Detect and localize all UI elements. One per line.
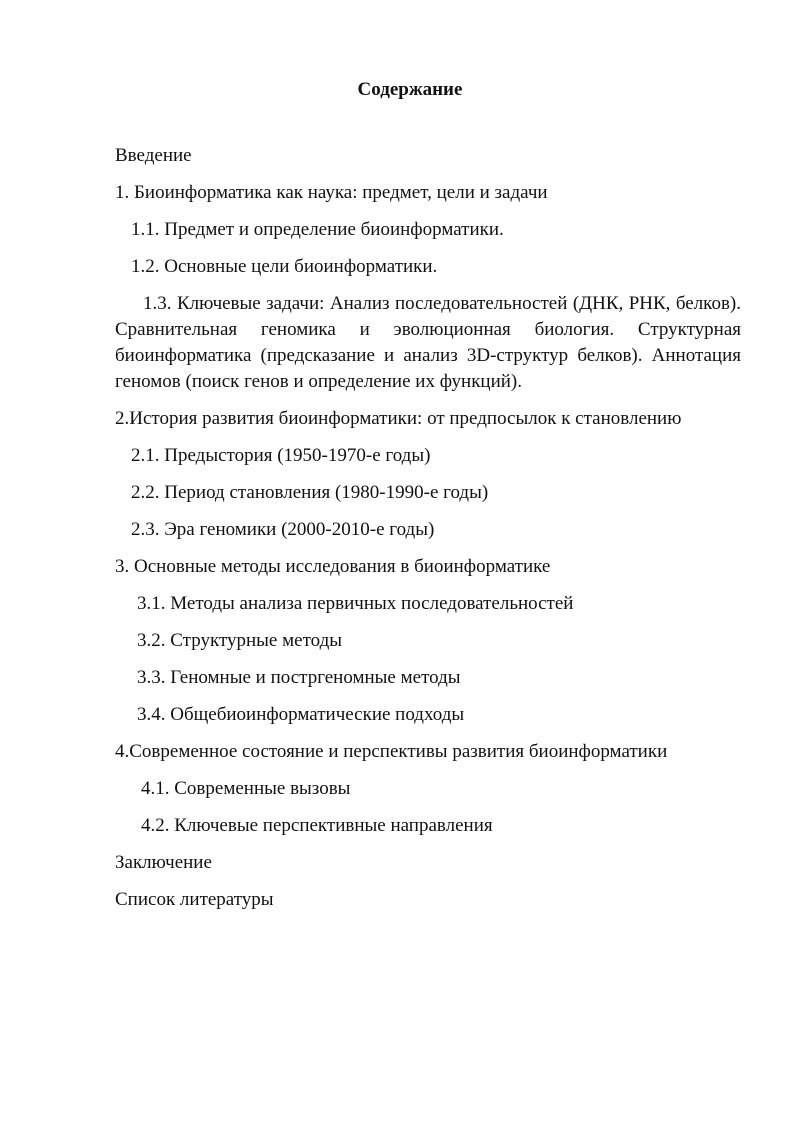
toc-entry-section-1-1: 1.1. Предмет и определение биоинформатики. bbox=[131, 219, 504, 240]
toc-entry-section-4-2: 4.2. Ключевые перспективные направления bbox=[141, 815, 493, 836]
toc-entry-references: Список литературы bbox=[115, 889, 274, 910]
table-of-contents bbox=[115, 143, 741, 924]
toc-entry-section-3-2: 3.2. Структурные методы bbox=[137, 630, 343, 651]
toc-entry-section-4-1: 4.1. Современные вызовы bbox=[141, 778, 351, 799]
toc-entry-section-1-2: 1.2. Основные цели биоинформатики. bbox=[131, 256, 438, 277]
toc-entry-section-3-1: 3.1. Методы анализа первичных последовательностей bbox=[137, 593, 574, 614]
toc-entry-section-4: 4.Современное состояние и перспективы развития биоинформатики bbox=[115, 741, 668, 762]
toc-entry-section-3-4: 3.4. Общебиоинформатические подходы bbox=[137, 704, 465, 725]
toc-entry-introduction: Введение bbox=[115, 145, 192, 166]
toc-entry-section-2: 2.История развития биоинформатики: от предпосылок к становлению bbox=[115, 408, 682, 429]
toc-entry-section-2-1: 2.1. Предыстория (1950-1970-е годы) bbox=[131, 445, 431, 466]
toc-entry-conclusion: Заключение bbox=[115, 852, 212, 873]
toc-entry-section-1-3: 1.3. Ключевые задачи: Анализ последовательностей (ДНК, РНК, белков). Сравнительная геномика и эволюционная биология. Структурная биоинформатика (предсказание и анализ 3D-структур белков). Аннотация геномов (поиск генов и определение их функций). bbox=[115, 293, 741, 392]
toc-entry-section-1: 1. Биоинформатика как наука: предмет, цели и задачи bbox=[115, 182, 548, 203]
toc-entry-section-2-2: 2.2. Период становления (1980-1990-е годы) bbox=[131, 482, 489, 503]
toc-entry-section-2-3: 2.3. Эра геномики (2000-2010-е годы) bbox=[131, 519, 435, 540]
toc-entry-section-3-3: 3.3. Геномные и постргеномные методы bbox=[137, 667, 461, 688]
toc-entry-section-3: 3. Основные методы исследования в биоинформатике bbox=[115, 556, 551, 577]
page-title: Содержание bbox=[357, 79, 463, 100]
